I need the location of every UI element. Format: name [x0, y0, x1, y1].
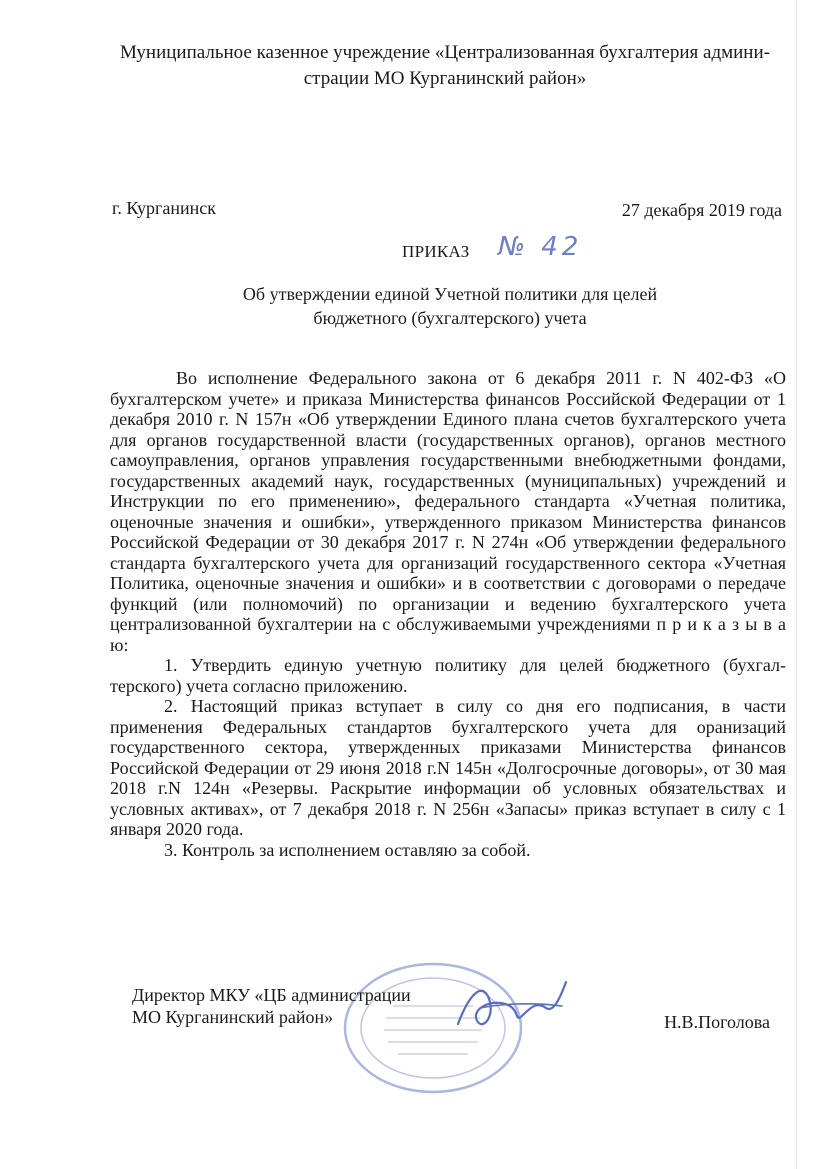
signatory-title-line-2: МО Курганинский район»	[132, 1007, 334, 1027]
order-title: ПРИКАЗ	[402, 242, 470, 261]
order-item-2: 2. Настоящий приказ вступает в силу со дня его подписания, в части применения Федеральных стандартов бухгалтерского учета для оранизаций государственного сектора, утвержденных приказами Министерства финансов Российской Федерации от 29 июня 2018 г.N 145н «Долгосрочные договоры», от 30 мая 2018 г.N 124н «Резервы. Раскрытие информации об условных обязательствах и условных активах», от 7 декабря 2018 г. N 256н «Запасы» приказ вступает в силу с 1 января 2020 года.	[110, 696, 786, 839]
order-subject	[160, 282, 740, 330]
subject-line-2: бюджетного (бухгалтерского) учета	[313, 308, 587, 328]
subject-line-1: Об утверждении единой Учетной политики для целей	[242, 284, 658, 304]
place-of-issue: г. Курганинск	[112, 198, 217, 218]
order-item-1: 1. Утвердить единую учетную политику для целей бюджетного (бухгал-терского) учета согласно приложению.	[110, 655, 786, 696]
preamble-paragraph: Во исполнение Федерального закона от 6 декабря 2011 г. N 402-ФЗ «О бухгалтерском учете» и приказа Министерства финансов Российской Федерации от 1 декабря 2010 г. N 157н «Об утверждении Единого плана счетов бухгалтерского учета для органов государственной власти (государственных органов), органов местного самоуправления, органов управления государственными внебюджетными фондами, государственных академий наук, государственных (муниципальных) учреждений и Инструкции по его применению», федерального стандарта «Учетная политика, оценочные значения и ошибки», утвержденного приказом Министерства финансов Российской Федерации от 30 декабря 2017 г. N 274н «Об утверждении федерального стандарта бухгалтерского учета для организаций государственного сектора «Учетная Политика, оценочные значения и ошибки» и в соответствии с договорами о передаче функций (или полномочий) по организации и ведению бухгалтерского учета централизованной бухгалтерии на с обслуживаемыми учреждениями п р и к а з ы в а ю:	[110, 368, 786, 655]
signatory-title-line-1: Директор МКУ «ЦБ администрации	[132, 985, 411, 1005]
order-body	[110, 368, 786, 860]
organization-header	[100, 40, 790, 92]
organization-line-1: Муниципальное казенное учреждение «Централизованная бухгалтерия админи-	[120, 42, 770, 63]
organization-line-2: страции МО Курганинский район»	[303, 68, 587, 89]
scan-edge-line	[796, 0, 797, 1169]
signatory-name: Н.В.Поголова	[664, 1012, 770, 1032]
signatory-title	[132, 984, 411, 1028]
order-date: 27 декабря 2019 года	[621, 200, 782, 220]
handwritten-signature	[450, 962, 570, 1042]
handwritten-order-number: № 42	[498, 232, 583, 262]
order-item-3: 3. Контроль за исполнением оставляю за собой.	[164, 839, 531, 860]
